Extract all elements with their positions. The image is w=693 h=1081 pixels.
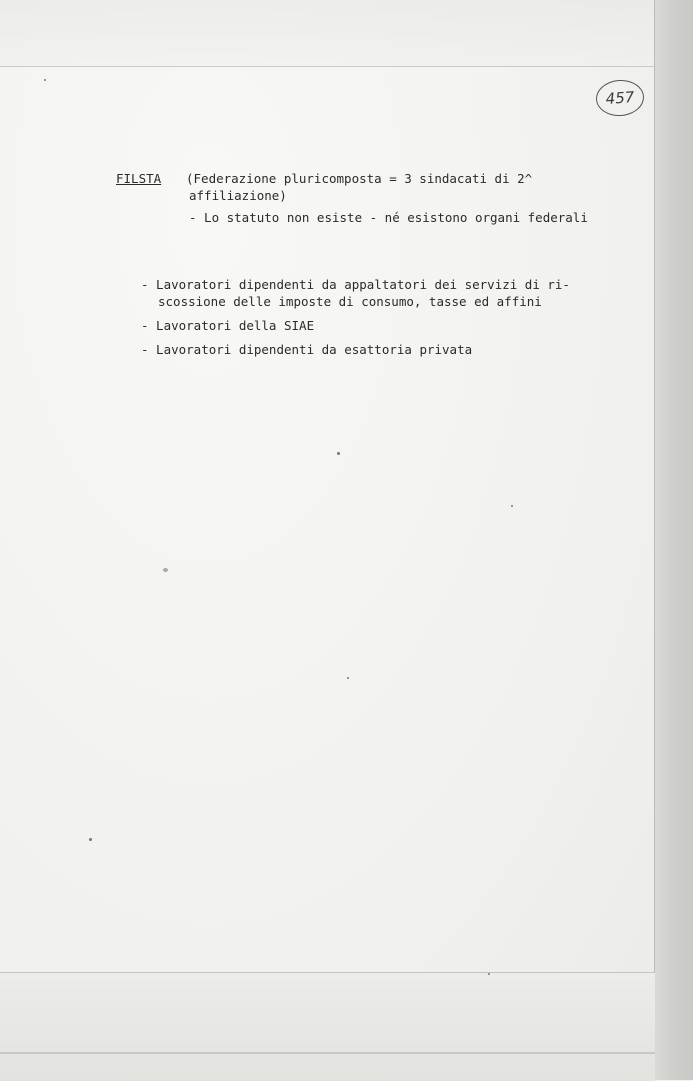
- handwritten-page-number: [595, 78, 645, 117]
- scan-bottom-rule: [0, 1052, 655, 1054]
- scan-right-edge: [654, 0, 693, 1080]
- scan-speck: [511, 505, 513, 507]
- scan-top-rule: [0, 66, 655, 67]
- organization-description-line1: (Federazione pluricomposta = 3 sindacati di 2^: [186, 171, 533, 186]
- category-item-2: - Lavoratori della SIAE: [141, 318, 315, 333]
- scan-speck: [89, 838, 92, 841]
- category-item-1-line2: scossione delle imposte di consumo, tasse ed affini: [158, 294, 542, 309]
- category-item-1-line1: - Lavoratori dipendenti da appaltatori dei servizi di ri-: [141, 277, 570, 292]
- scan-speck: [44, 79, 46, 81]
- category-item-3: - Lavoratori dipendenti da esattoria privata: [141, 342, 473, 357]
- scan-top-band: [0, 0, 655, 66]
- organization-note: - Lo statuto non esiste - né esistono organi federali: [189, 210, 588, 225]
- scan-speck: [347, 677, 349, 679]
- organization-description-line2: affiliazione): [189, 188, 287, 203]
- scan-speck: [163, 568, 168, 572]
- organization-acronym: FILSTA: [116, 171, 162, 186]
- page-number-text: 457: [605, 88, 635, 108]
- scan-bottom-band: [0, 972, 655, 1081]
- scan-speck: [488, 973, 490, 975]
- scan-speck: [337, 452, 340, 455]
